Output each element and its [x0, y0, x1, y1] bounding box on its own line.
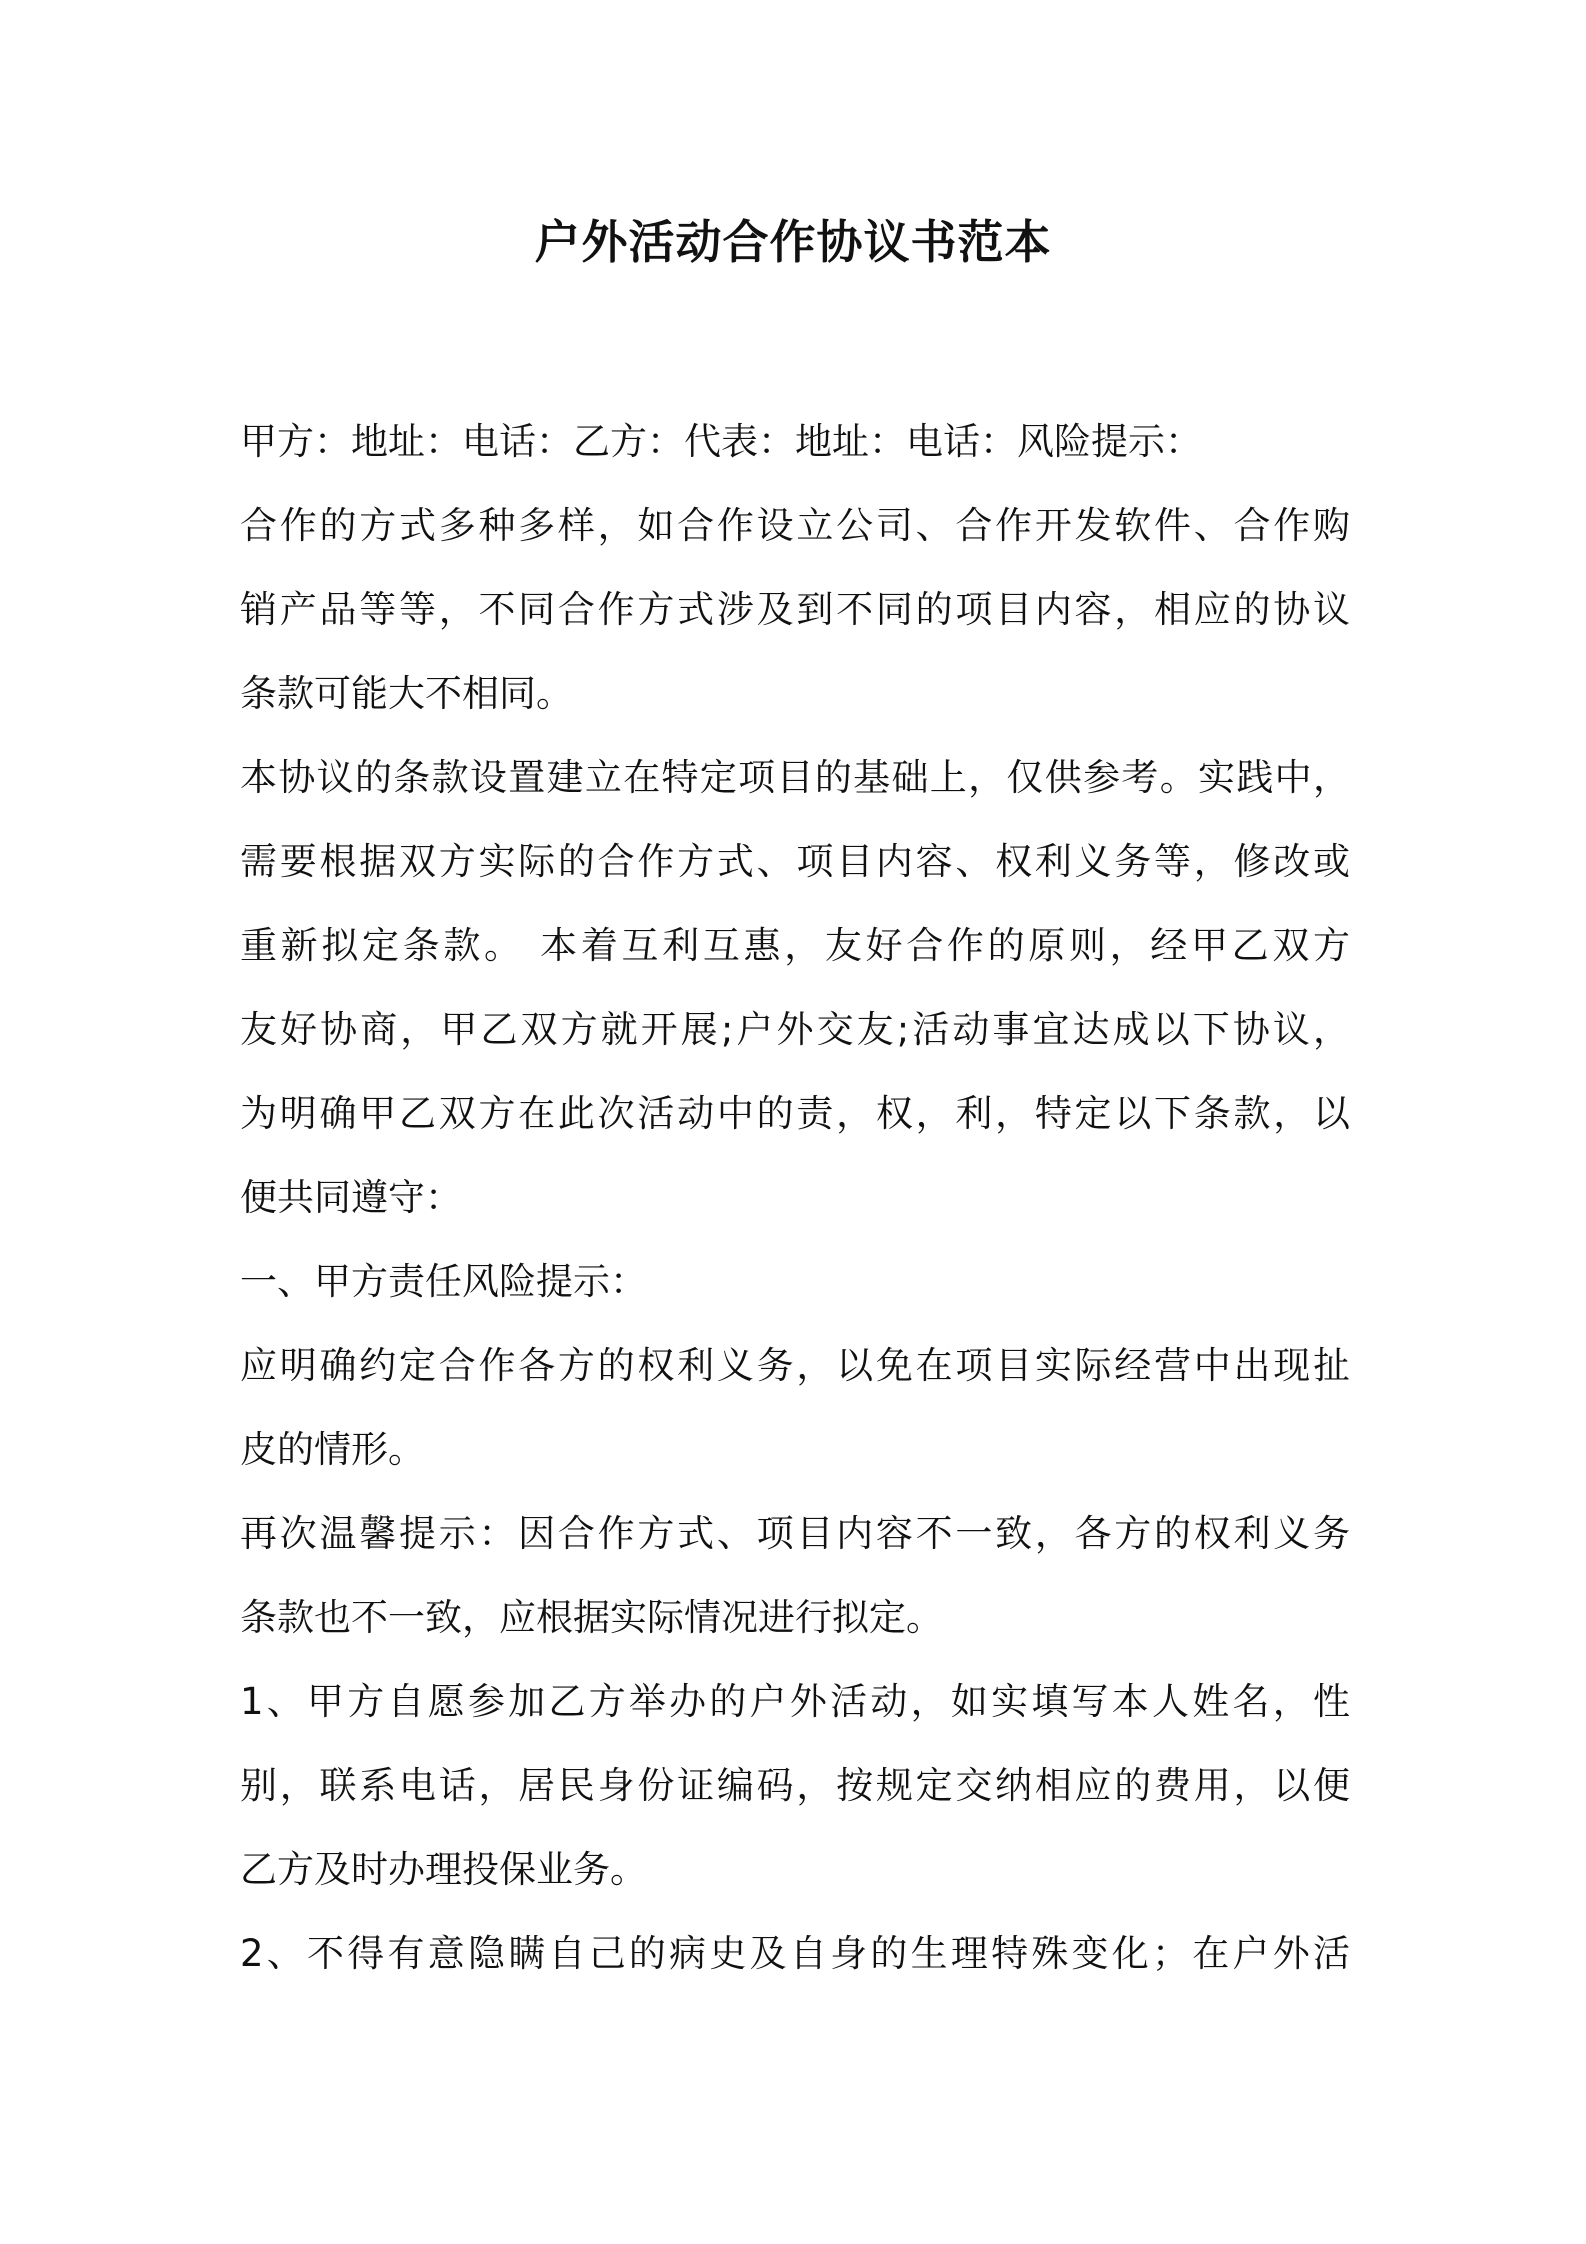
document-body	[240, 400, 1350, 1996]
paragraph-line: 本协议的条款设置建立在特定项目的基础上，仅供参考。实践中，	[240, 756, 1350, 799]
paragraph-line: 友好协商，甲乙双方就开展;户外交友;活动事宜达成以下协议，	[240, 1008, 1350, 1051]
paragraph-line: 重新拟定条款。 本着互利互惠，友好合作的原则，经甲乙双方	[240, 924, 1350, 967]
paragraph-line: 应明确约定合作各方的权利义务，以免在项目实际经营中出现扯	[240, 1344, 1350, 1387]
paragraph-line: 再次温馨提示：因合作方式、项目内容不一致，各方的权利义务	[240, 1512, 1350, 1555]
paragraph-line: 皮的情形。	[240, 1428, 425, 1471]
document-title: 户外活动合作协议书范本	[534, 215, 1052, 269]
paragraph-line: 条款也不一致，应根据实际情况进行拟定。	[240, 1596, 943, 1639]
paragraph-line: 条款可能大不相同。	[240, 672, 573, 715]
paragraph-line: 便共同遵守：	[240, 1176, 462, 1219]
paragraph-line: 合作的方式多种多样，如合作设立公司、合作开发软件、合作购	[240, 504, 1350, 547]
paragraph-line: 需要根据双方实际的合作方式、项目内容、权利义务等，修改或	[240, 840, 1350, 883]
clause-line: 1、甲方自愿参加乙方举办的户外活动，如实填写本人姓名，性	[240, 1680, 1350, 1723]
paragraph-line: 为明确甲乙双方在此次活动中的责，权，利，特定以下条款，以	[240, 1092, 1350, 1135]
clause-line: 别，联系电话，居民身份证编码，按规定交纳相应的费用，以便	[240, 1764, 1350, 1807]
paragraph-line: 销产品等等，不同合作方式涉及到不同的项目内容，相应的协议	[240, 588, 1350, 631]
section-heading: 一、甲方责任风险提示：	[240, 1260, 647, 1303]
clause-line: 2、不得有意隐瞒自己的病史及自身的生理特殊变化；在户外活	[240, 1932, 1350, 1975]
party-info-line: 甲方：地址：电话：乙方：代表：地址：电话：风险提示：	[240, 420, 1202, 463]
clause-line: 乙方及时办理投保业务。	[240, 1848, 647, 1891]
